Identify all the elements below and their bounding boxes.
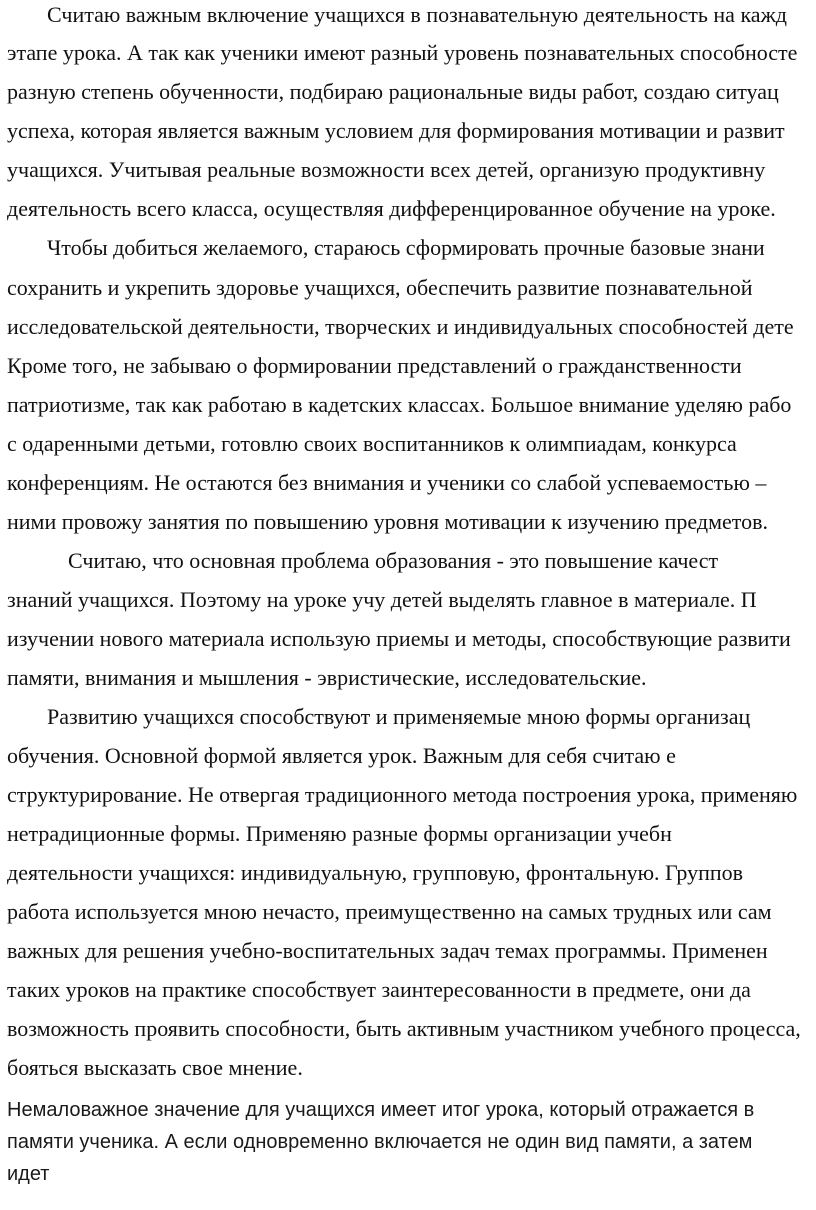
text-line: структурирование. Не отвергая традиционного метода построения урока, применяю [7,782,798,807]
text-line: успеха, которая является важным условием для формирования мотивации и развит [7,118,785,143]
text-line: Считаю важным включение учащихся в познавательную деятельность на кажд [47,2,787,27]
text-line-sans: идет [7,1163,50,1185]
text-line: бояться высказать свое мнение. [7,1055,303,1080]
text-line: нетрадиционные формы. Применяю разные формы организации учебн [7,821,672,846]
text-line: таких уроков на практике способствует заинтересованности в предмете, они да [7,977,751,1002]
text-line-sans: Немаловажное значение для учащихся имеет итог урока, который отражается в [7,1099,755,1121]
text-line: учащихся. Учитывая реальные возможности всех детей, организую продуктивну [7,157,766,182]
text-line: Считаю, что основная проблема образования - это повышение качест [68,548,719,573]
text-line: обучения. Основной формой является урок. Важным для себя считаю е [7,743,676,768]
text-line: Развитию учащихся способствуют и применяемые мною формы организац [47,704,751,729]
text-line: деятельности учащихся: индивидуальную, групповую, фронтальную. Группов [7,860,744,885]
text-line: конференциям. Не остаются без внимания и ученики со слабой успеваемостью – [7,470,767,495]
text-line-sans: памяти ученика. А если одновременно включается не один вид памяти, а затем [7,1131,753,1153]
text-line: разную степень обученности, подбираю рациональные виды работ, создаю ситуац [7,79,779,104]
text-line: Чтобы добиться желаемого, стараюсь сформировать прочные базовые знани [47,235,765,260]
text-line: ними провожу занятия по повышению уровня мотивации к изучению предметов. [7,509,768,534]
text-line: Кроме того, не забываю о формировании представлений о гражданственности [7,353,742,378]
text-line: важных для решения учебно-воспитательных задач темах программы. Применен [7,938,768,963]
text-line: работа используется мною нечасто, преимущественно на самых трудных или сам [7,899,772,924]
text-line: возможность проявить способности, быть активным участником учебного процесса, [7,1016,801,1041]
text-line: с одаренными детьми, готовлю своих воспитанников к олимпиадам, конкурса [7,431,737,456]
text-line: знаний учащихся. Поэтому на уроке учу детей выделять главное в материале. П [7,587,757,612]
text-line: сохранить и укрепить здоровье учащихся, обеспечить развитие познавательной [7,275,753,300]
text-line: патриотизме, так как работаю в кадетских классах. Большое внимание уделяю рабо [7,392,792,417]
text-line: этапе урока. А так как ученики имеют разный уровень познавательных способносте [7,40,798,65]
text-line: памяти, внимания и мышления - эвристические, исследовательские. [7,665,647,690]
text-line: исследовательской деятельности, творческих и индивидуальных способностей дете [7,314,794,339]
text-line: деятельность всего класса, осуществляя дифференцированное обучение на уроке. [7,196,776,221]
text-line: изучении нового материала использую приемы и методы, способствующие развити [7,626,791,651]
